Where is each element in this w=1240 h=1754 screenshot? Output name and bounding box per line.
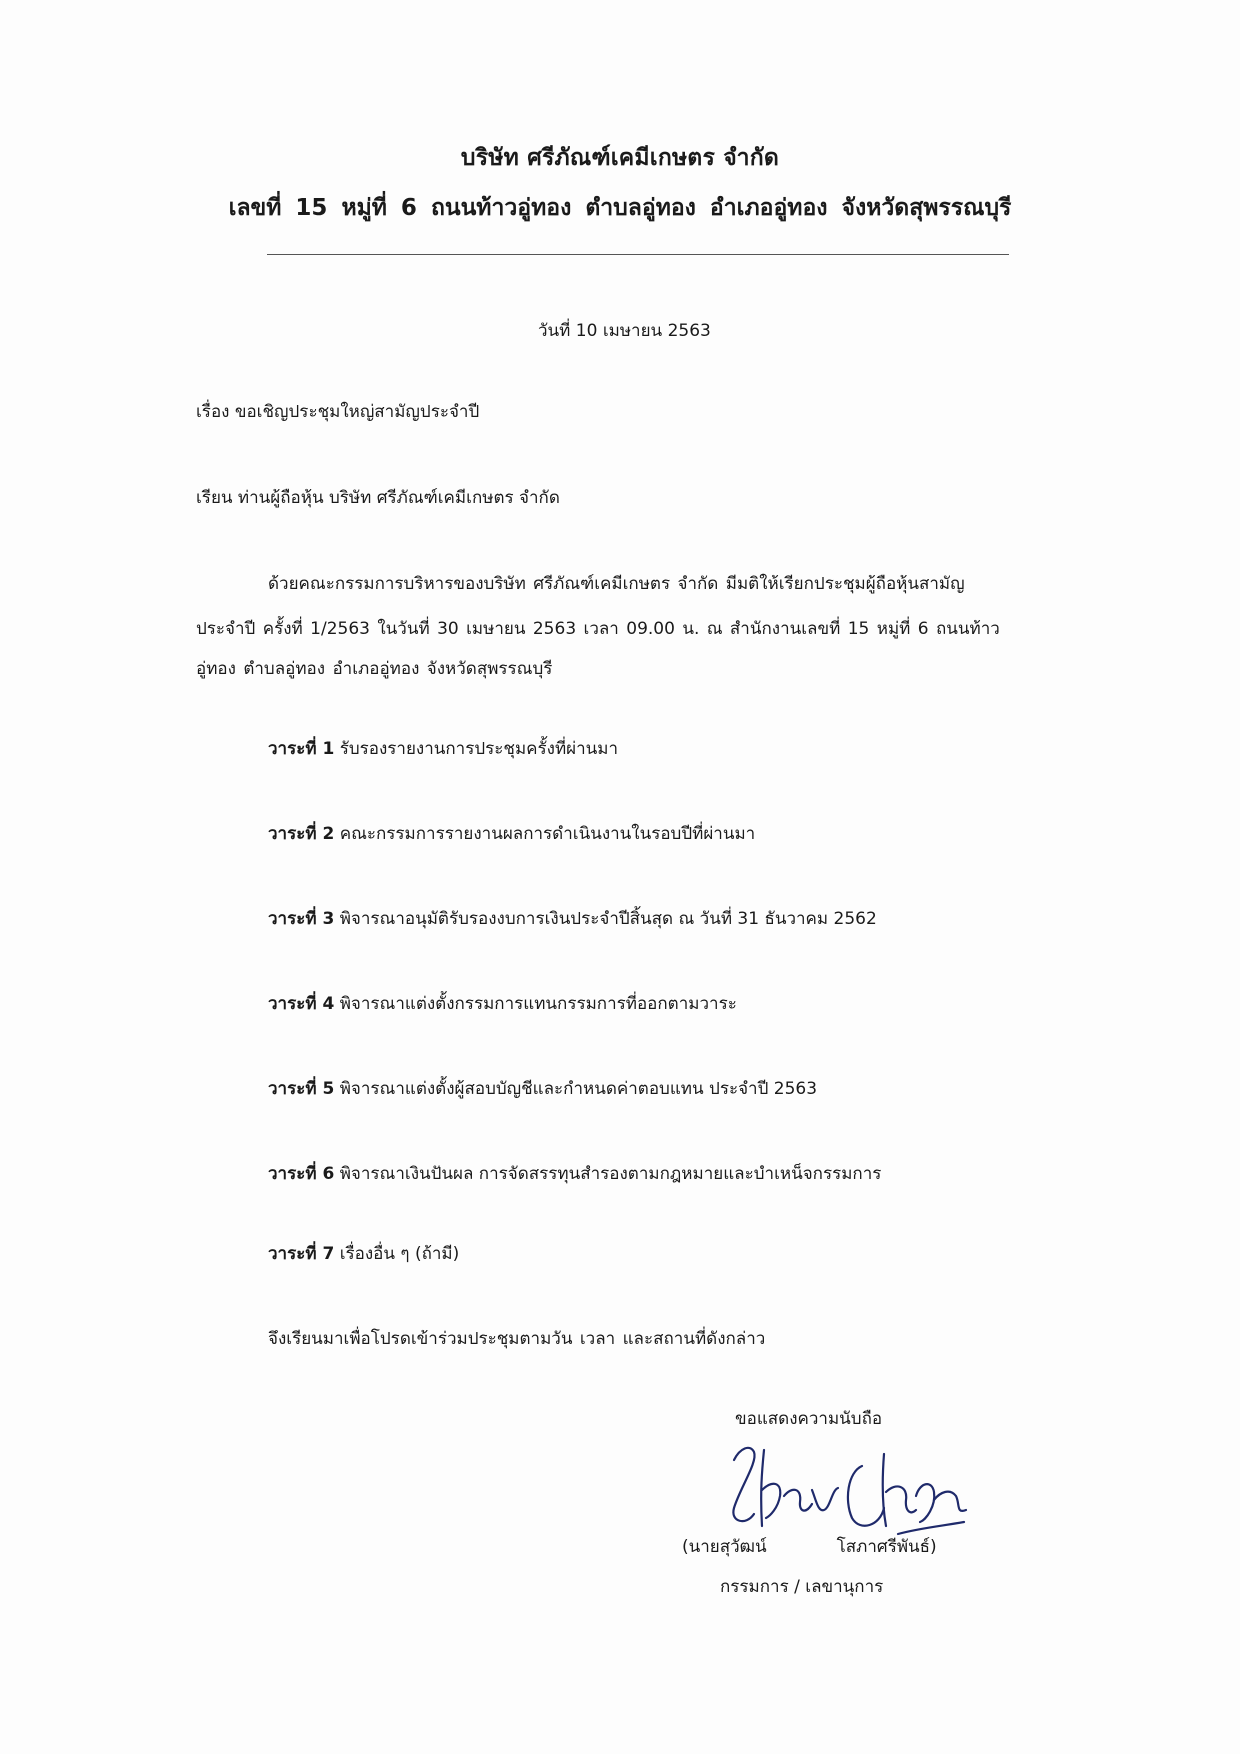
agenda-number: วาระที่ 1: [268, 739, 335, 759]
agenda-item: [268, 820, 755, 847]
body-paragraph-line: ประจำปี ครั้งที่ 1/2563 ในวันที่ 30 เมษายน 2563 เวลา 09.00 น. ณ สำนักงานเลขที่ 15 หมู่ที่ 6 ถนนท้าว: [196, 619, 1000, 639]
letter-subject: เรื่อง ขอเชิญประชุมใหญ่สามัญประจำปี: [196, 402, 480, 422]
agenda-item: [268, 905, 877, 932]
body-paragraph-line: อู่ทอง ตำบลอู่ทอง อำเภออู่ทอง จังหวัดสุพรรณบุรี: [196, 659, 553, 679]
sign-off-greeting: ขอแสดงความนับถือ: [735, 1409, 883, 1429]
signer-title: กรรมการ / เลขานุการ: [720, 1577, 884, 1597]
agenda-item: [268, 1240, 459, 1267]
agenda-item: [268, 1160, 881, 1187]
agenda-number: วาระที่ 7: [268, 1244, 335, 1264]
agenda-number: วาระที่ 6: [268, 1164, 335, 1184]
company-address: เลขที่ 15 หมู่ที่ 6 ถนนท้าวอู่ทอง ตำบลอู่ทอง อำเภออู่ทอง จังหวัดสุพรรณบุรี: [228, 195, 1012, 221]
agenda-item: [268, 1075, 817, 1102]
letter-recipient: เรียน ท่านผู้ถือหุ้น บริษัท ศรีภัณฑ์เคมีเกษตร จำกัด: [196, 488, 560, 508]
agenda-text: พิจารณาอนุมัติรับรองงบการเงินประจำปีสิ้นสุด ณ วันที่ 31 ธันวาคม 2562: [334, 909, 877, 929]
agenda-text: เรื่องอื่น ๆ (ถ้ามี): [334, 1244, 460, 1264]
agenda-number: วาระที่ 4: [268, 994, 335, 1014]
closing-sentence: จึงเรียนมาเพื่อโปรดเข้าร่วมประชุมตามวัน เวลา และสถานที่ดังกล่าว: [268, 1329, 766, 1349]
letter-date: วันที่ 10 เมษายน 2563: [538, 321, 711, 341]
agenda-item: [268, 990, 737, 1017]
company-name: บริษัท ศรีภัณฑ์เคมีเกษตร จำกัด: [460, 145, 780, 171]
agenda-item: [268, 735, 618, 762]
agenda-text: รับรองรายงานการประชุมครั้งที่ผ่านมา: [334, 739, 619, 759]
header-divider: [267, 254, 1009, 255]
signer-last-name: โสภาศรีพันธ์): [836, 1537, 937, 1557]
agenda-text: คณะกรรมการรายงานผลการดำเนินงานในรอบปีที่ผ่านมา: [334, 824, 756, 844]
agenda-number: วาระที่ 3: [268, 909, 335, 929]
signer-first-name: (นายสุวัฒน์: [682, 1537, 767, 1557]
agenda-text: พิจารณาเงินปันผล การจัดสรรทุนสำรองตามกฎหมายและบำเหน็จกรรมการ: [334, 1164, 882, 1184]
agenda-number: วาระที่ 5: [268, 1079, 335, 1099]
agenda-text: พิจารณาแต่งตั้งผู้สอบบัญชีและกำหนดค่าตอบแทน ประจำปี 2563: [334, 1079, 818, 1099]
handwritten-signature: [720, 1430, 970, 1545]
agenda-number: วาระที่ 2: [268, 824, 335, 844]
signer-name: [682, 1533, 937, 1560]
agenda-text: พิจารณาแต่งตั้งกรรมการแทนกรรมการที่ออกตามวาระ: [334, 994, 737, 1014]
body-paragraph-line: ด้วยคณะกรรมการบริหารของบริษัท ศรีภัณฑ์เคมีเกษตร จำกัด มีมติให้เรียกประชุมผู้ถือหุ้นสามัญ: [268, 574, 965, 594]
